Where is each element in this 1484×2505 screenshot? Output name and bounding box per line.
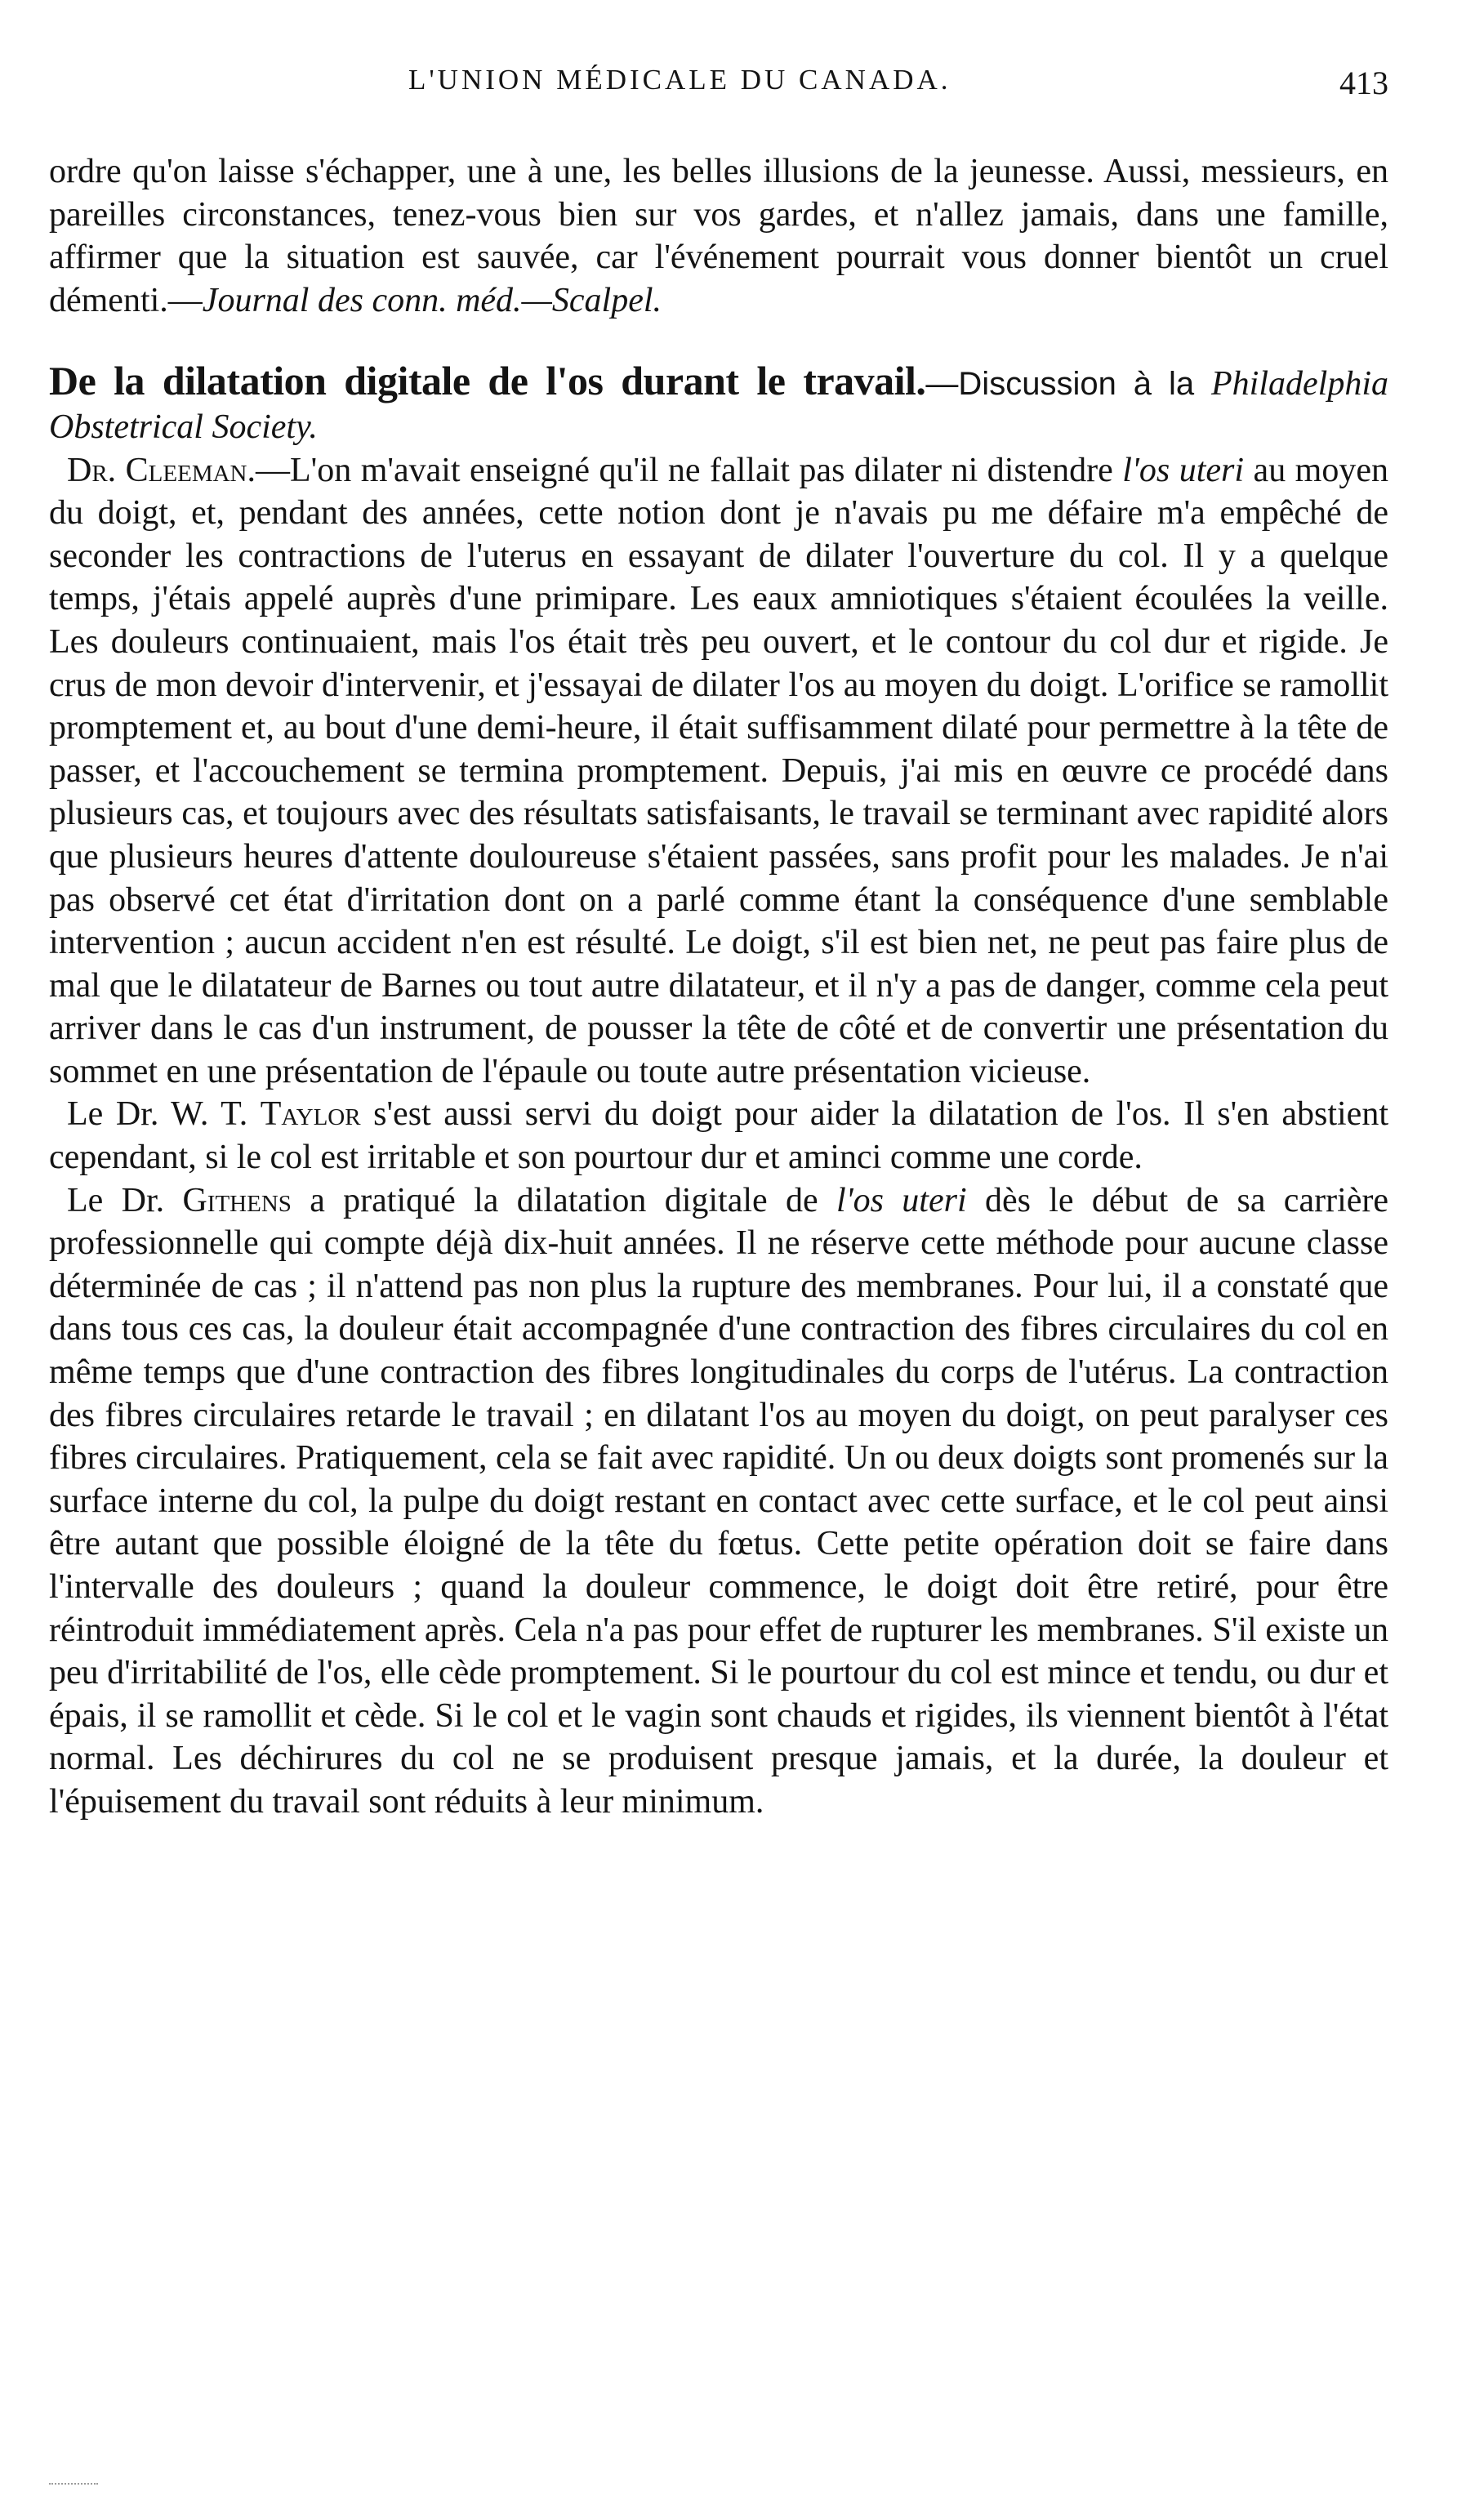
- paragraph-cleeman-text-1: —L'on m'avait enseigné qu'il ne fallait pas dilater ni distendre: [256, 451, 1123, 489]
- section-subtitle: —Discussion à la: [925, 366, 1212, 403]
- page-header: [49, 64, 1388, 113]
- paragraph-githens-text-1: a pratiqué la dilatation digitale de: [291, 1181, 836, 1219]
- source-citation: Journal des conn. méd.—Scalpel.: [202, 281, 662, 319]
- paragraph-taylor-text: s'est aussi servi du doigt pour aider la dilatation de l'os. Il s'en abstient cependant, si le col est irritable et son pourtour dur et aminci comme une corde.: [49, 1095, 1388, 1177]
- paragraph-cleeman: [49, 449, 1388, 1094]
- section-title: De la dilatation digitale de l'os durant le travail.: [49, 358, 926, 404]
- os-uteri-term-2: l'os uteri: [836, 1181, 967, 1219]
- page: [49, 0, 1388, 2505]
- paragraph-cleeman-text-2: au moyen du doigt, et, pendant des années, cette notion dont je n'avais pu me défaire m'a empêché de seconder les contractions de l'uterus en essayant de dilater l'ouverture du col. Il y a quelque temps, j'étais appelé auprès d'une primipare. Les eaux amniotiques s'étaient écoulées la veille. Les douleurs continuaient, mais l'os était très peu ouvert, et le contour du col dur et rigide. Je crus de mon devoir d'intervenir, et j'essayai de dilater l'os au moyen du doigt. L'orifice se ramollit promptement et, au bout d'une demi-heure, il était suffisamment dilaté pour permettre à la tête de passer, et l'accouchement se termina promptement. Depuis, j'ai mis en œuvre ce procédé dans plusieurs cas, et toujours avec des résultats satisfaisants, le travail se terminant avec rapidité alors que plusieurs heures d'attente douloureuse s'étaient passées, sans profit pour les malades. Je n'ai pas observé cet état d'irritation dont on a parlé comme étant la conséquence d'une semblable intervention ; aucun accident n'en est résulté. Le doigt, s'il est bien net, ne peut pas faire plus de mal que le dilatateur de Barnes ou tout autre dilatateur, et il n'y a pas de danger, comme cela peut arriver dans le cas d'un instrument, de pousser la tête de côté et de convertir une présentation du sommet en une présentation de l'épaule ou toute autre présentation vicieuse.: [49, 451, 1388, 1090]
- running-title: L'UNION MÉDICALE DU CANADA.: [408, 64, 951, 96]
- speaker-cleeman: Dr. Cleeman.: [67, 451, 256, 489]
- paragraph-1-text: ordre qu'on laisse s'échapper, une à une, les belles illusions de la jeunesse. Aussi, messieurs, en pareilles circonstances, tenez-vous bien sur vos gardes, et n'allez jamais, dans une famille, affirmer que la situation est sauvée, car l'événement pourrait vous donner bientôt un cruel démenti.—: [49, 153, 1388, 319]
- page-number: 413: [1339, 65, 1388, 101]
- paragraph-githens: [49, 1179, 1388, 1824]
- githens-prefix: Le Dr.: [67, 1181, 183, 1219]
- paragraph-githens-text-2: dès le début de sa carrière professionnelle qui compte déjà dix-huit années. Il ne réserve cette méthode pour aucune classe déterminée de cas ; il n'attend pas non plus la rupture des membranes. Pour lui, il a constaté que dans tous ces cas, la douleur était accompagnée d'une contraction des fibres circulaires du col en même temps que d'une contraction des fibres longitudinales du corps de l'utérus. La contraction des fibres circulaires retarde le travail ; en dilatant l'os au moyen du doigt, on peut paralyser ces fibres circulaires. Pratiquement, cela se fait avec rapidité. Un ou deux doigts sont promenés sur la surface interne du col, la pulpe du doigt restant en contact avec cette surface, et le col peut ainsi être autant que possible éloigné de la tête du fœtus. Cette petite opération doit se faire dans l'intervalle des douleurs ; quand la douleur commence, le doigt doit être retiré, pour être réintroduit immédiatement après. Cela n'a pas pour effet de rupturer les membranes. S'il existe un peu d'irritabilité de l'os, elle cède promptement. Si le pourtour du col est mince et tendu, ou dur et épais, il se ramollit et cède. Si le col et le vagin sont chauds et rigides, ils viennent bientôt à l'état normal. Les déchirures du col ne se produisent presque jamais, et la durée, la douleur et l'épuisement du travail sont réduits à leur minimum.: [49, 1181, 1389, 1821]
- scan-artifact: [49, 2483, 98, 2489]
- society-name: Philadelphia Obstetrical Society.: [49, 365, 1388, 446]
- speaker-githens: Githens: [182, 1181, 292, 1219]
- taylor-prefix: Le Dr. W. T.: [67, 1095, 261, 1134]
- section-heading: [49, 359, 1388, 448]
- os-uteri-term: l'os uteri: [1122, 451, 1245, 489]
- speaker-taylor: Taylor: [260, 1095, 361, 1134]
- paragraph-1: [49, 150, 1388, 322]
- article-body: [49, 150, 1388, 1824]
- paragraph-taylor: [49, 1093, 1388, 1179]
